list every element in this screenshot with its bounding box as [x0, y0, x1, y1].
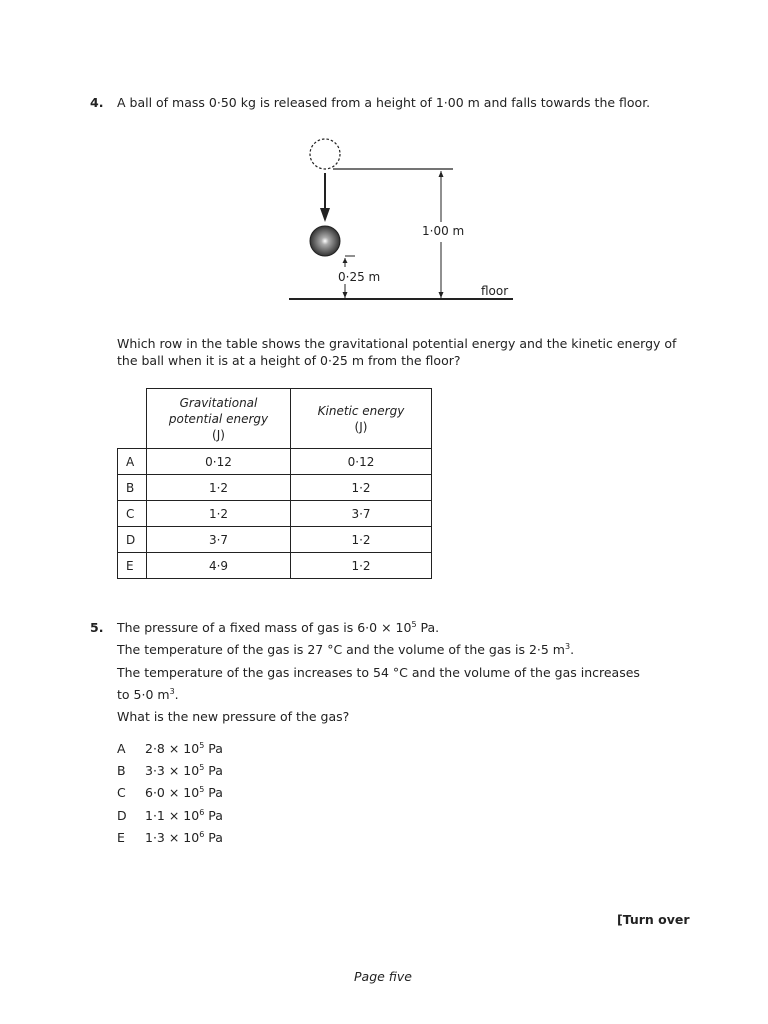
ke-value: 1·2	[291, 553, 432, 579]
question-5-line-5: What is the new pressure of the gas?	[117, 709, 350, 724]
row-letter: B	[118, 475, 147, 501]
question-5-line-4: to 5·0 $m^3$.	[117, 686, 179, 702]
row-letter: A	[118, 449, 147, 475]
ball-height-label: 0·25 m	[338, 270, 381, 284]
ke-value: 1·2	[291, 527, 432, 553]
fall-arrow-head	[320, 208, 330, 222]
question-4-stem: A ball of mass 0·50 kg is released from a height of 1·00 m and falls towards the floor.	[117, 95, 651, 110]
question-5-number: 5.	[90, 620, 104, 635]
gpe-value: 1·2	[147, 475, 291, 501]
table-row	[118, 553, 432, 579]
question-4-line-1: Which row in the table shows the gravitational potential energy and the kinetic energy of	[117, 336, 677, 351]
ke-value: 3·7	[291, 501, 432, 527]
gpe-value: 4·9	[147, 553, 291, 579]
row-letter: C	[118, 501, 147, 527]
ball	[310, 226, 340, 256]
table-row	[118, 501, 432, 527]
gpe-value: 3·7	[147, 527, 291, 553]
question-5-line-2: The temperature of the gas is 27 °C and the volume of the gas is 2·5 $m^3$.	[117, 641, 575, 657]
table-row	[118, 475, 432, 501]
option-d: D $1\cdot 1 \times 10^6$ Pa	[117, 807, 223, 823]
ke-value: 0·12	[291, 449, 432, 475]
table-row	[118, 449, 432, 475]
gpe-header: Gravitational potential energy (J)	[147, 389, 291, 449]
question-5-line-3: The temperature of the gas increases to 54 °C and the volume of the gas increases	[117, 665, 640, 680]
question-4-line-2: the ball when it is at a height of 0·25 m from the floor?	[117, 353, 461, 368]
question-5-line-1: The pressure of a fixed mass of gas is $6\cdot 0 \times 10^5$ Pa.	[117, 619, 440, 635]
turn-over-label: [Turn over	[617, 912, 690, 927]
table-corner-cell	[118, 389, 147, 449]
option-b: B $3\cdot 3 \times 10^5$ Pa	[117, 762, 223, 778]
table-row	[118, 527, 432, 553]
gpe-value: 1·2	[147, 501, 291, 527]
option-c: C $6\cdot 0 \times 10^5$ Pa	[117, 784, 223, 800]
height-label: 1·00 m	[422, 224, 465, 238]
initial-ball-position	[310, 139, 340, 169]
page-number: Page five	[354, 969, 412, 984]
table-header-row	[118, 389, 432, 449]
falling-ball-diagram	[0, 0, 768, 320]
row-letter: D	[118, 527, 147, 553]
ke-value: 1·2	[291, 475, 432, 501]
floor-label: floor	[481, 284, 509, 298]
ke-header: Kinetic energy (J)	[291, 389, 432, 449]
gpe-value: 0·12	[147, 449, 291, 475]
answer-table	[117, 388, 432, 579]
question-4-number: 4.	[90, 95, 104, 110]
option-e: E $1\cdot 3 \times 10^6$ Pa	[117, 829, 223, 845]
option-a: A $2\cdot 8 \times 10^5$ Pa	[117, 740, 223, 756]
row-letter: E	[118, 553, 147, 579]
